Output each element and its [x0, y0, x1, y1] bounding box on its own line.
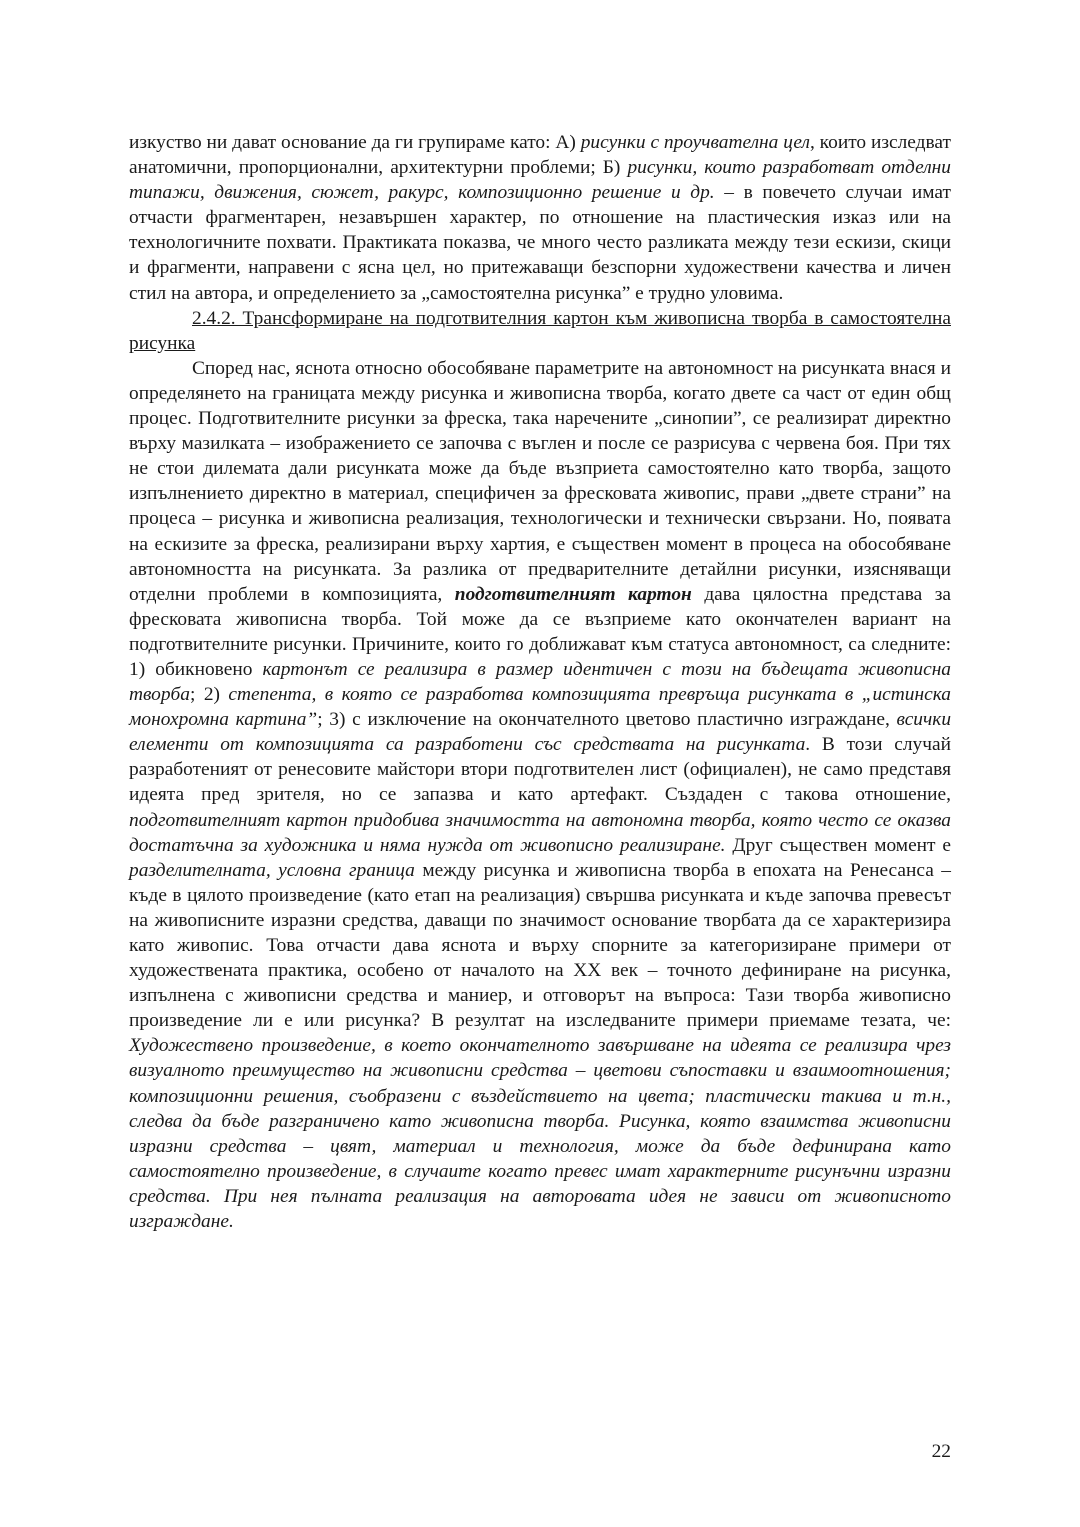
emphasis-italic: подготвителният картон придобива значимостта на автономна творба, която често се оказва достатъчна за художника и няма нужда от живописно реализиране.	[129, 809, 951, 856]
text-run: – в повечето случаи имат отчасти фрагментарен, незавършен характер, по отношение на пластическия изказ или на технологичните похвати. Практиката показва, че много често разликата между тези ескизи, скици и фрагменти, направени с ясна цел, но притежаващи безспорни художествени качества и личен стил на автора, и определението за „самостоятелна рисунка” е трудно уловима.	[129, 182, 952, 304]
text-run: Друг съществен момент е	[725, 834, 951, 856]
emphasis-bold-italic: подготвителният картон	[454, 583, 692, 605]
emphasis-italic: картонът се реализира в размер идентичен с този на бъдещата живописна творба	[129, 658, 952, 706]
text-run: изкуство ни дават основание да ги групираме като: А)	[129, 132, 581, 153]
text-run: , които изследват анатомични, пропорционални, архитектурни проблеми; Б)	[129, 132, 951, 179]
emphasis-italic: степента, в която се разработва композицията превръща рисунката в „истинска монохромна картина”	[129, 684, 951, 731]
document-body	[129, 130, 951, 1234]
text-run: дава цялостна представа за фресковата живописна творба. Той може да се възприеме като окончателен вариант на подготвителните рисунки. Причините, които го доближават към статуса автономност, са следните: 1) обикновено	[129, 583, 951, 680]
text-run: ; 3) с изключение на окончателното цветово пластично изграждане,	[317, 709, 897, 731]
paragraph-intro	[129, 130, 951, 306]
text-run: Според нас, яснота относно обособяване параметрите на автономност на рисунката внася и определянето на границата между рисунка и живописна творба, когато двете са част от един общ процес. Подготвителните рисунки за фреска, така наречените „синопии”, се реализират директно върху мазилката – изображението се започва с въглен и после се разрисува с червена боя. При тях не стои дилемата дали рисунката може да бъде възприета самостоятелно като творба, защото изпълнението директно в материал, специфичен за фресковата живопис, прави „двете страни” на процеса – рисунка и живописна реализация, технологически и технически свързани. Но, появата на ескизите за фреска, реализирани върху хартия, е съществен момент в процеса на обособяване автономността на рисунката. За разлика от предварителните детайлни рисунки, изясняващи отделни проблеми в композицията,	[129, 357, 951, 605]
emphasis-italic: рисунки, които разработват отделни типажи, движения, сюжет, ракурс, композиционно решение и др.	[129, 157, 951, 204]
text-run: между рисунка и живописна творба в епохата на Ренесанса – къде в цялото произведение (като етап на реализация) свършва рисунката и къде започва превесът на живописните изразни средства, даващи по значимост основание творбата да се характеризира като живопис. Това отчасти дава яснота и върху спорните за категоризиране примери от художествената практика, особено от началото на XX век – точното дефиниране на рисунка, изпълнена с живописни средства и маниер, и отговорът на въпроса: Тази творба живописно произведение ли е или рисунка? В резултат на изследваните примери приемаме тезата, че:	[129, 859, 951, 1032]
section-heading: 2.4.2. Трансформиране на подготвителния картон към живописна творба в самостоятелна рисунка	[129, 307, 951, 354]
emphasis-italic: Художествено произведение, в което окончателното завършване на идеята се реализира чрез визуалното преимущество на живописни средства – цветови съпоставки и взаимоотношения; композиционни решения, съобразени с въздействието на цвета; пластически такива и т.н., следва да бъде разграничено като живописна творба. Рисунка, която взаимства живописни изразни средства – цвят, материал и технология, може да бъде дефинирана като самостоятелно произведение, в случаите когато превес имат характерните рисунъчни изразни средства. При нея пълната реализация на авторовата идея не зависи от живописното изграждане.	[129, 1035, 951, 1233]
emphasis-italic: рисунки с проучвателна цел	[580, 132, 810, 153]
emphasis-italic: разделителната, условна граница	[129, 859, 415, 881]
emphasis-italic: всички елементи от композицията са разработени със средствата на рисунката	[129, 709, 952, 756]
paragraph-main	[129, 356, 951, 1234]
text-run: ; 2)	[190, 684, 229, 706]
text-run: . В този случай разработеният от ренесовите майстори втори подготвителен лист (официален), не само представя идеята пред зрителя, но се запазва и като артефакт. Създаден с такова отношение,	[129, 734, 951, 806]
page-number: 22	[931, 1441, 951, 1462]
